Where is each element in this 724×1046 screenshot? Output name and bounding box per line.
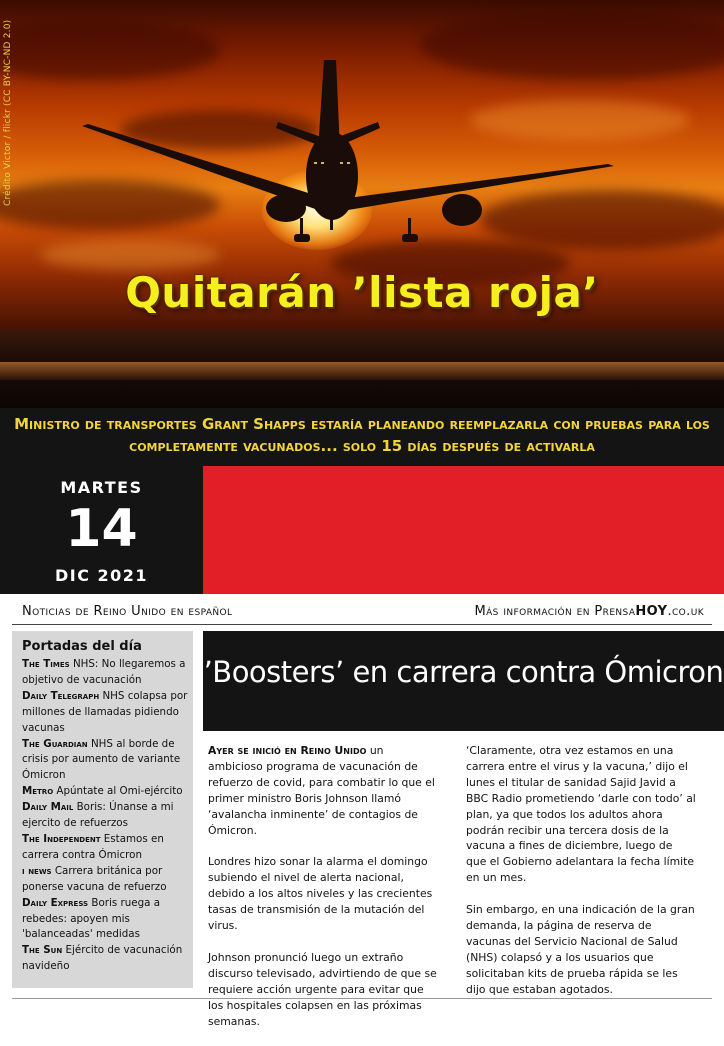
list-item: i news Carrera británica por ponerse vacuna de refuerzo xyxy=(22,864,167,893)
date-month-year: DIC 2021 xyxy=(54,566,149,585)
list-item: Daily Telegraph NHS colapsa por millones de llamadas pidiendo vacunas xyxy=(22,689,188,734)
article-paragraph: ‘Claramente, otra vez estamos en una carrera entre el virus y la vacuna,’ dijo el lunes el titular de sanidad Sajid Javid a BBC Radio prometiendo ‘darle con todo’ al plan, ya que todos los adultos ahora podrán recibir una tercera dosis de la vacuna a fines de diciembre, luego de que el Gobierno adelantara la fecha límite en un mes. xyxy=(466,744,696,885)
list-item: Metro Apúntate al Omi-ejército xyxy=(22,785,183,798)
article-paragraph: Sin embargo, en una indicación de la gran demanda, la página de reserva de vacunas del Servicio Nacional de Salud (NHS) colapsó y a los usuarios que solicitaban kits de prueba rápida se les dijo que estaban agotados. xyxy=(466,903,695,996)
article-paragraph: Londres hizo sonar la alarma el domingo subiendo el nivel de alerta nacional, debido a los altos niveles y las crecientes tasas de transmisión de la mutación del virus. xyxy=(208,855,433,933)
front-pages-list xyxy=(22,657,190,975)
website-link[interactable]: Más información en PrensaHOY.co.uk xyxy=(474,604,704,619)
date-day: 14 xyxy=(65,499,138,559)
subheadline: Ministro de transportes Grant Shapps estaría planeando reemplazarla con pruebas para los completamente vacunados... solo 15 días después de activarla xyxy=(14,415,710,455)
date-box xyxy=(0,466,203,594)
list-item: Daily Mail Boris: Únanse a mi ejercito de refuerzos xyxy=(22,801,174,830)
list-item: Daily Express Boris ruega a rebedes: apoyen mis 'balanceadas' medidas xyxy=(22,896,161,941)
date-weekday: MARTES xyxy=(60,478,143,497)
article-title: ’Boosters’ en carrera contra Ómicron xyxy=(203,655,724,689)
main-headline: Quitarán ’lista roja’ xyxy=(125,268,599,317)
hero-photo xyxy=(0,0,724,408)
sidebar-title: Portadas del día xyxy=(22,639,142,654)
divider xyxy=(12,998,712,999)
photo-credit: Crédito Victor / flickr (CC BY-NC-ND 2.0) xyxy=(3,19,13,206)
front-pages-sidebar xyxy=(12,631,193,988)
list-item: The Times NHS: No llegaremos a objetivo de vacunación xyxy=(22,658,186,686)
tagline: Noticias de Reino Unido en español xyxy=(22,604,233,619)
divider xyxy=(12,624,712,625)
list-item: The Guardian NHS al borde de crisis por aumento de variante Ómicron xyxy=(22,737,181,782)
article-paragraph: Ayer se inició en Reino Unido un ambicioso programa de vacunación de refuerzo de covid, para combatir lo que el primer ministro Boris Johnson llamó ‘avalancha inminente’ de contagios de Ómicron. xyxy=(208,744,435,837)
article-paragraph: Johnson pronunció luego un extraño discurso televisado, advirtiendo de que se requiere acción urgente para evitar que los hospitales colapsen en las próximas semanas. xyxy=(208,950,437,1028)
list-item: The Independent Estamos en carrera contra Ómicron xyxy=(22,832,164,861)
masthead xyxy=(203,466,724,594)
airplane-silhouette xyxy=(78,58,618,258)
article-column-1 xyxy=(208,743,438,1046)
article-column-2 xyxy=(466,743,696,1014)
list-item: The Sun Ejército de vacunación navideño xyxy=(22,944,183,973)
